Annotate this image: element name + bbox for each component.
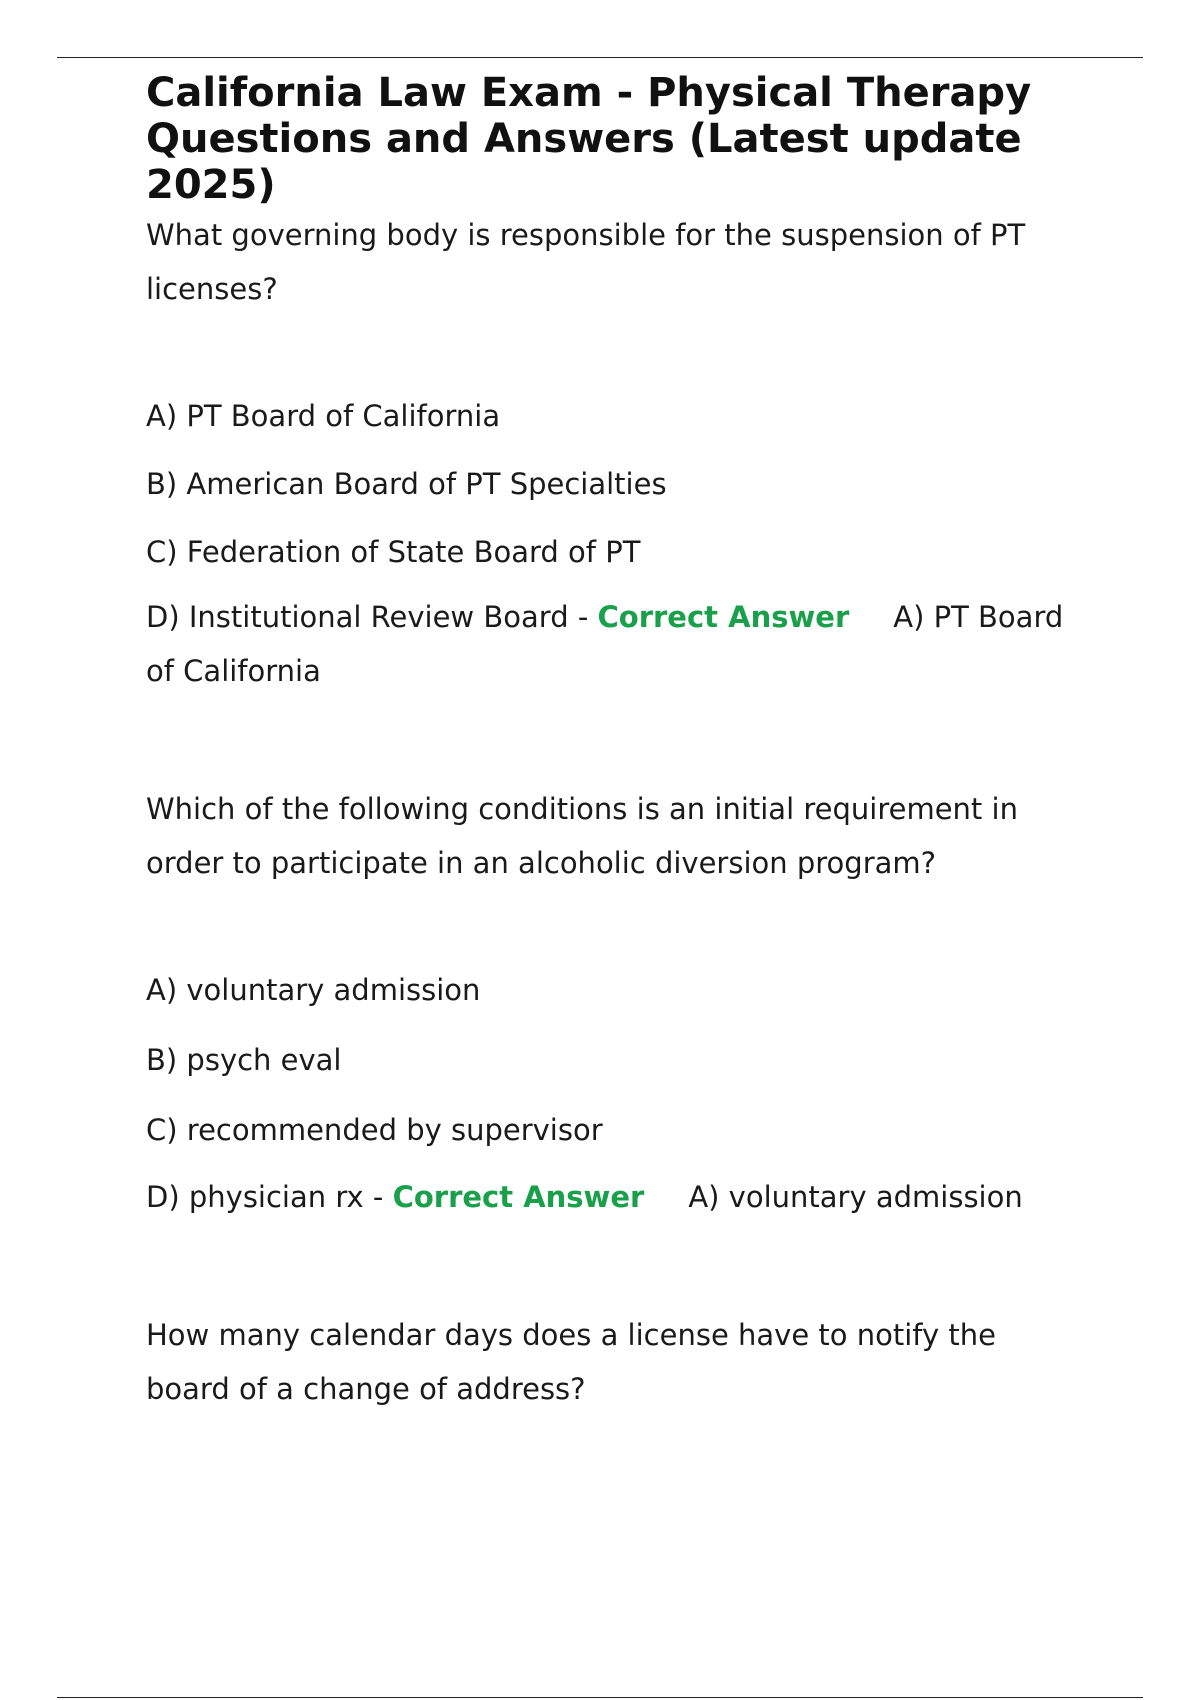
option-d: D) Institutional Review Board - (146, 600, 598, 634)
bottom-divider (57, 1697, 1143, 1698)
correct-answer-label: Correct Answer (597, 600, 850, 634)
question-prompt: Which of the following conditions is an initial requirement in order to participate in an alcoholic diversion program? (146, 792, 1018, 880)
options-list (146, 970, 1086, 1224)
option-a: A) PT Board of California (146, 399, 501, 433)
top-divider (57, 57, 1143, 58)
question-block-1 (146, 208, 1086, 698)
question-prompt: What governing body is responsible for the suspension of PT licenses? (146, 218, 1026, 306)
option-a: A) voluntary admission (146, 973, 481, 1007)
question-block-2 (146, 782, 1086, 1224)
correct-answer-label: Correct Answer (392, 1180, 645, 1214)
option-d-with-answer (146, 1170, 1086, 1224)
options-list (146, 396, 1086, 698)
option-c: C) Federation of State Board of PT (146, 535, 641, 569)
option-d-with-answer (146, 590, 1086, 698)
option-b: B) psych eval (146, 1043, 342, 1077)
answer-text: A) PT Board of California (146, 600, 1064, 688)
option-d: D) physician rx - (146, 1180, 393, 1214)
document-body (146, 70, 1086, 1416)
answer-text: A) voluntary admission (688, 1180, 1023, 1214)
question-block-3 (146, 1308, 1086, 1416)
question-prompt: How many calendar days does a license have to notify the board of a change of address? (146, 1318, 996, 1406)
option-b: B) American Board of PT Specialties (146, 467, 667, 501)
document-title: California Law Exam - Physical Therapy Questions and Answers (Latest update 2025) (146, 70, 1032, 208)
option-c: C) recommended by supervisor (146, 1113, 603, 1147)
